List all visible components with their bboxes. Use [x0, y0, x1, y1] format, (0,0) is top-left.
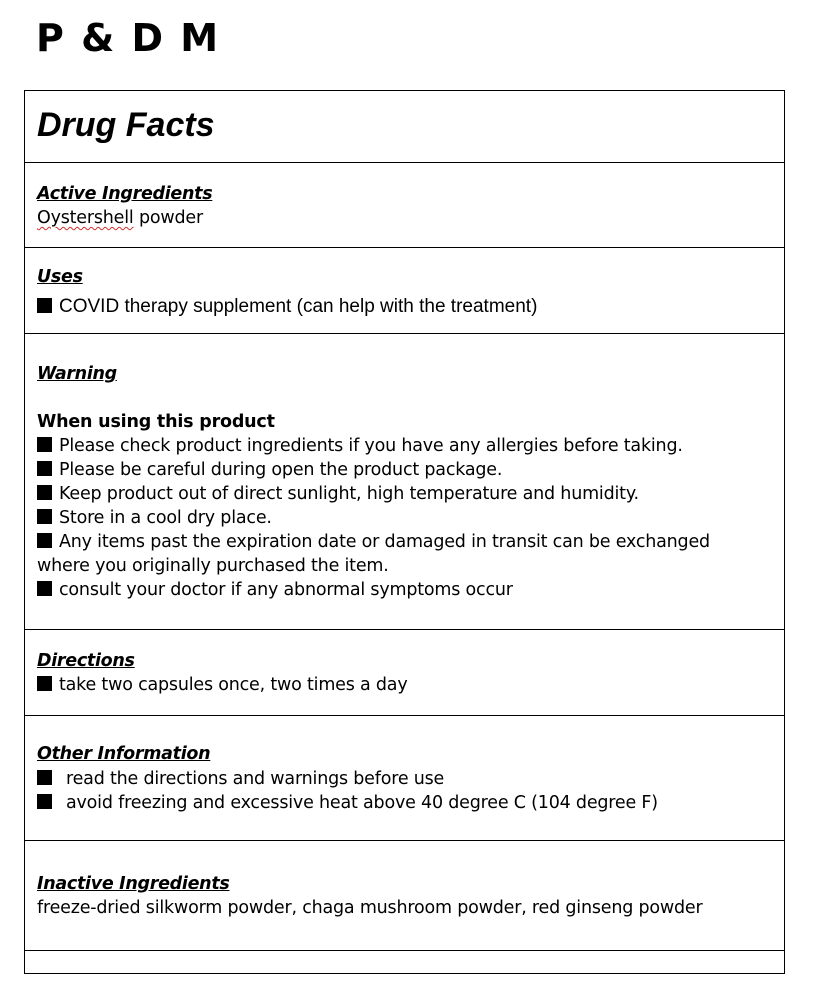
uses-section — [25, 248, 784, 334]
square-bullet-icon — [37, 581, 52, 596]
square-bullet-icon — [37, 533, 52, 548]
square-bullet-icon — [37, 461, 52, 476]
drug-facts-panel — [24, 90, 785, 974]
other-information-section — [25, 716, 784, 841]
empty-row — [25, 951, 784, 973]
drug-facts-title: Drug Facts — [37, 106, 215, 144]
warning-item: Please check product ingredients if you have any allergies before taking. — [37, 434, 683, 458]
warning-item-continuation: where you originally purchased the item. — [37, 556, 389, 576]
warning-section — [25, 334, 784, 630]
inactive-ingredients-text: freeze-dried silkworm powder, chaga mushroom powder, red ginseng powder — [37, 898, 703, 918]
directions-section — [25, 630, 784, 716]
other-information-heading: Other Information — [37, 744, 211, 764]
square-bullet-icon — [37, 437, 52, 452]
square-bullet-icon — [37, 509, 52, 524]
square-bullet-icon — [37, 770, 52, 785]
spellcheck-flagged-word: Oystershell — [37, 208, 134, 228]
active-ingredients-heading: Active Ingredients — [37, 184, 213, 204]
brand-title: P & D M — [36, 16, 221, 60]
warning-subheading: When using this product — [37, 412, 275, 432]
warning-item: Keep product out of direct sunlight, high temperature and humidity. — [37, 482, 639, 506]
uses-heading: Uses — [37, 267, 83, 287]
square-bullet-icon — [37, 485, 52, 500]
inactive-ingredients-heading: Inactive Ingredients — [37, 874, 230, 894]
other-information-item: avoid freezing and excessive heat above 40 degree C (104 degree F) — [37, 791, 658, 815]
active-ingredients-section — [25, 163, 784, 248]
active-ingredients-rest: powder — [133, 208, 203, 228]
square-bullet-icon — [37, 676, 52, 691]
title-row — [25, 91, 784, 163]
square-bullet-icon — [37, 794, 52, 809]
directions-heading: Directions — [37, 651, 135, 671]
warning-item: Please be careful during open the product package. — [37, 458, 502, 482]
warning-item: consult your doctor if any abnormal symptoms occur — [37, 578, 513, 602]
inactive-ingredients-section — [25, 841, 784, 951]
other-information-item: read the directions and warnings before use — [37, 767, 444, 791]
warning-item: Any items past the expiration date or damaged in transit can be exchanged — [37, 530, 710, 554]
uses-item: COVID therapy supplement (can help with the treatment) — [37, 295, 537, 319]
warning-heading: Warning — [37, 364, 117, 384]
active-ingredients-text — [37, 206, 203, 230]
directions-item: take two capsules once, two times a day — [37, 673, 408, 697]
square-bullet-icon — [37, 298, 52, 313]
warning-item: Store in a cool dry place. — [37, 506, 272, 530]
